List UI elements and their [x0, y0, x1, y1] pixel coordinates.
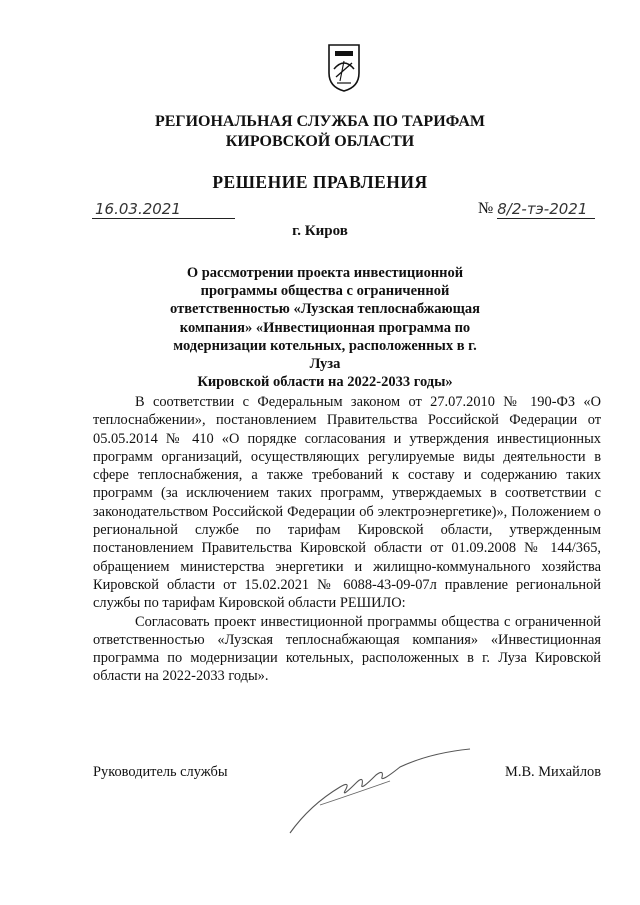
signatory-position: Руководитель службы [93, 764, 228, 780]
decision-date: 16.03.2021 [92, 200, 235, 219]
subject-line: модернизации котельных, расположенных в г. Луза [173, 337, 477, 373]
body-paragraph-2: Согласовать проект инвестиционной программы общества с ограниченной ответственностью «Лузская теплоснабжающая компания» «Инвестиционная программа по модернизации котельных, расположенных в г. Луза Кировской области на 2022-2033 годы». [93, 613, 601, 685]
coat-of-arms-icon [326, 43, 362, 93]
organization-name [0, 112, 640, 152]
decision-subject [170, 264, 480, 391]
subject-line: О рассмотрении проекта инвестиционной [186, 265, 464, 281]
subject-line: компания» «Инвестиционная программа по [179, 319, 471, 336]
body-paragraph-1: В соответствии с Федеральным законом от 27.07.2010 № 190-ФЗ «О теплоснабжении», постановлением Правительства Российской Федерации от 05.05.2014 № 410 «О порядке согласования и утверждения инвестиционных программ организаций, осуществляющих регулируемые виды деятельности в сфере теплоснабжения, а также требований к составу и содержанию таких программ (за исключением таких программ, утверждаемых в соответствии с законодательством Российской Федерации об электроэнергетике)», Положением о региональной службе по тарифам Кировской области, утвержденным постановлением Правительства Кировской области от 01.09.2008 № 144/365, обращением министерства энергетики и жилищно-коммунального хозяйства Кировской области от 15.02.2021 № 6088-43-09-07л правление региональной службы по тарифам Кировской области РЕШИЛО: [93, 394, 601, 612]
decision-title: РЕШЕНИЕ ПРАВЛЕНИЯ [212, 172, 428, 192]
org-line-2: КИРОВСКОЙ ОБЛАСТИ [225, 133, 415, 150]
subject-line: программы общества с ограниченной [200, 283, 450, 300]
decision-number-block [478, 200, 595, 218]
org-line-1: РЕГИОНАЛЬНАЯ СЛУЖБА ПО ТАРИФАМ [154, 113, 486, 130]
subject-line: Кировской области на 2022-2033 годы» [197, 374, 453, 391]
subject-line: ответственностью «Лузская теплоснабжающая [170, 301, 480, 318]
city: г. Киров [292, 223, 348, 239]
signatory-name: М.В. Михайлов [505, 764, 601, 780]
decision-body [93, 393, 601, 686]
decision-number: 8/2-тэ-2021 [497, 200, 595, 219]
handwritten-signature [280, 745, 480, 845]
number-sign: № [478, 200, 494, 217]
